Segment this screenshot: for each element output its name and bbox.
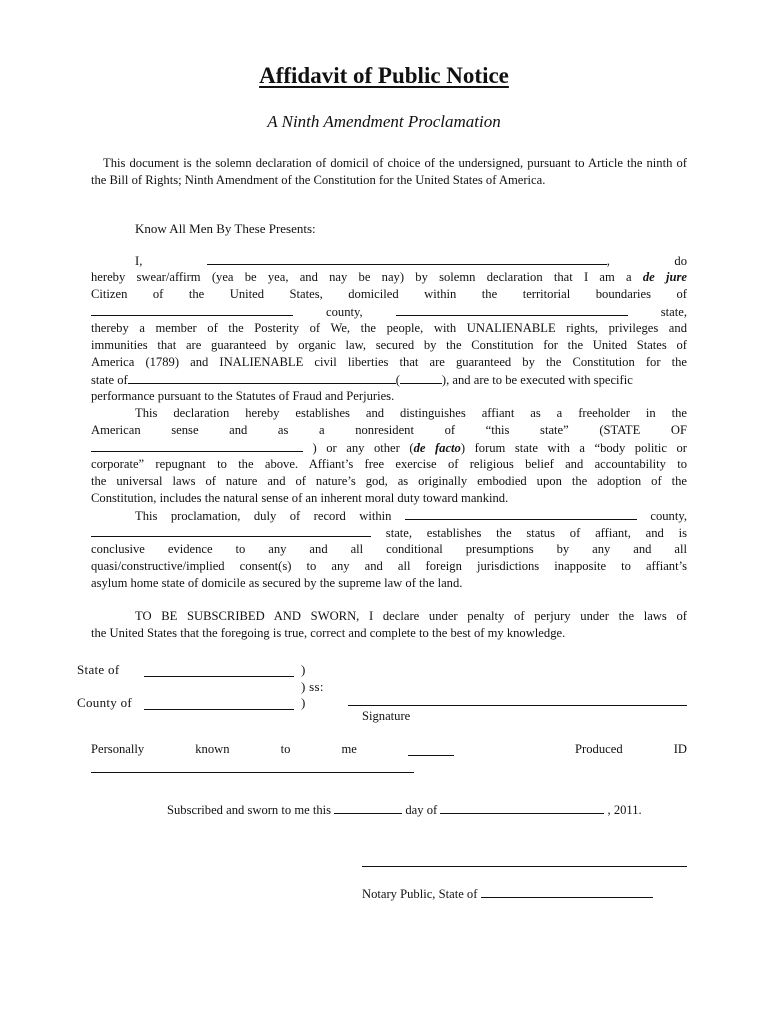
- id-blank[interactable]: [91, 772, 414, 773]
- notary-line: Notary Public, State of: [362, 885, 653, 902]
- p3-line-1: This proclamation, duly of record within county,: [135, 509, 687, 523]
- venue-paren-2: ): [301, 695, 306, 710]
- venue-ss: ) ss:: [301, 679, 324, 694]
- p4-line-1: TO BE SUBSCRIBED AND SWORN, I declare under penalty of perjury under the laws of: [135, 609, 687, 623]
- p2-line-6: Constitution, includes the natural sense of an inherent moral duty toward mankind.: [91, 491, 509, 505]
- p1-line-3: Citizen of the United States, domiciled within the territorial boundaries of: [91, 287, 687, 301]
- venue-paren-1: ): [301, 662, 306, 677]
- venue-state-blank[interactable]: [144, 676, 294, 677]
- record-county-blank[interactable]: [405, 507, 637, 520]
- produced-word: Produced: [575, 742, 623, 756]
- p2-line-4: corporate” repugnant to the above. Affiant’s free exercise of religious belief and accountability to: [91, 457, 687, 471]
- state-of-blank[interactable]: [128, 371, 396, 384]
- p3-line-4: quasi/constructive/implied consent(s) to any and all foreign jurisdictions inapposite to affiant’s: [91, 559, 687, 573]
- state-blank[interactable]: [396, 303, 628, 316]
- know-all-men: Know All Men By These Presents:: [135, 221, 316, 236]
- known-blank[interactable]: [408, 742, 454, 756]
- p2-line-5: the universal laws of nature and of nature’s god, as originally embodied upon the adoption of the: [91, 474, 687, 488]
- p1-line-7: America (1789) and INALIENABLE civil liberties that are guaranteed by the Constitution for the: [91, 355, 687, 369]
- name-blank[interactable]: [207, 252, 607, 265]
- county-of-label: County of: [77, 695, 133, 710]
- signature-label: Signature: [362, 709, 411, 723]
- p1-line-6: immunities that are guaranteed by organic law, secured by the Constitution for the United States of: [91, 338, 687, 352]
- me-word: me: [341, 742, 357, 756]
- id-word: ID: [673, 742, 687, 756]
- p1-line-2: hereby swear/affirm (yea be yea, and nay be nay) by solemn declaration that I am a de jure: [91, 270, 687, 284]
- intro-paragraph: This document is the solemn declaration of domicil of choice of the undersigned, pursuant to Article the ninth of the Bill of Rights; Ninth Amendment of the Constitution for the United States of America.: [91, 156, 687, 187]
- signature-line[interactable]: [348, 705, 687, 706]
- document-title: Affidavit of Public Notice: [259, 63, 509, 88]
- state-of-label: State of: [77, 662, 120, 677]
- subscribed-line: Subscribed and sworn to me this day of , 2011.: [167, 803, 642, 817]
- to-word: to: [280, 742, 291, 756]
- state-of-name-blank[interactable]: [91, 439, 303, 452]
- p3-line-2: state, establishes the status of affiant, and is: [91, 524, 687, 541]
- p2-line-2: American sense and as a nonresident of “this state” (STATE OF: [91, 423, 687, 437]
- month-blank[interactable]: [440, 801, 604, 814]
- record-state-blank[interactable]: [91, 524, 371, 537]
- p3-line-5: asylum home state of domicile as secured by the supreme law of the land.: [91, 576, 463, 590]
- document-subtitle: A Ninth Amendment Proclamation: [267, 112, 501, 131]
- p1-line-1: I, , do: [135, 254, 687, 268]
- p2-line-3: ) or any other (de facto) forum state with a “body politic or: [91, 439, 687, 456]
- county-blank[interactable]: [91, 303, 293, 316]
- p1-line-4: county, state,: [91, 303, 687, 320]
- p1-line-9: performance pursuant to the Statutes of Fraud and Perjuries.: [91, 389, 395, 403]
- notary-signature-line[interactable]: [362, 866, 687, 867]
- venue-county-blank[interactable]: [144, 709, 294, 710]
- personally-known-line: [91, 742, 687, 757]
- day-blank[interactable]: [334, 801, 402, 814]
- personally-word: Personally: [91, 742, 145, 756]
- p1-line-5: thereby a member of the Posterity of We, the people, with UNALIENABLE rights, privileges and: [91, 321, 687, 335]
- abbrev-blank[interactable]: [400, 371, 442, 384]
- known-word: known: [195, 742, 230, 756]
- p2-line-1: This declaration hereby establishes and distinguishes affiant as a freeholder in the: [135, 406, 687, 420]
- p1-line-8: state of ( ), and are to be executed with specific: [91, 373, 633, 387]
- p3-line-3: conclusive evidence to any and all conditional presumptions by any and all: [91, 542, 687, 556]
- p4-line-2: the United States that the foregoing is true, correct and complete to the best of my knowledge.: [91, 626, 566, 640]
- notary-state-blank[interactable]: [481, 885, 653, 898]
